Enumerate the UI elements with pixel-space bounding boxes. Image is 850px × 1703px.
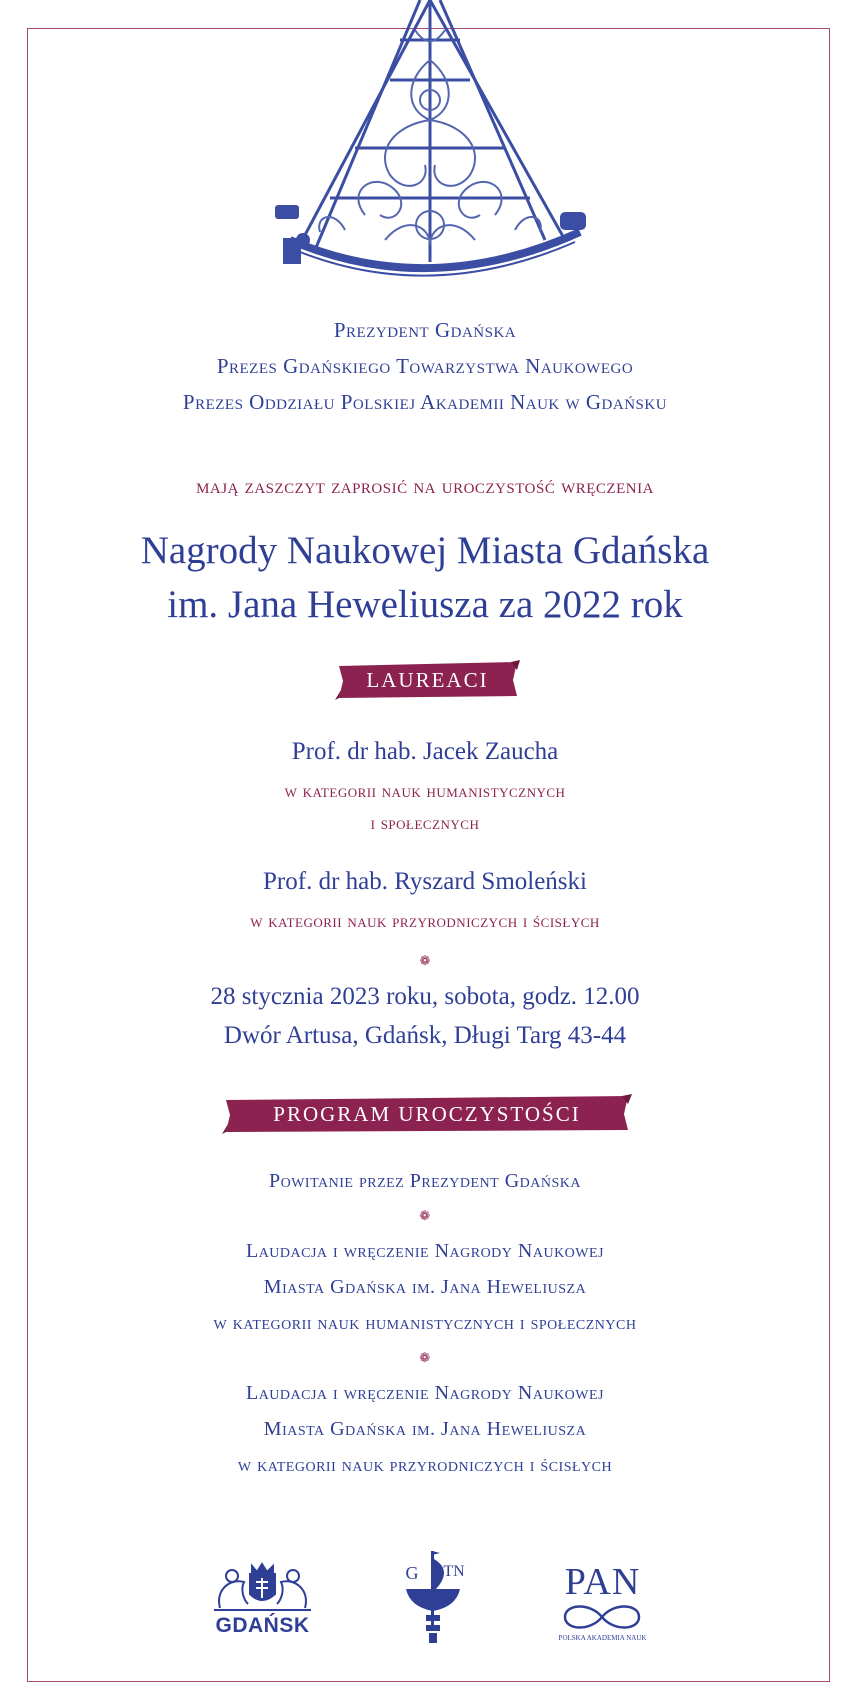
program-item: Miasta Gdańska im. Jana Heweliusza xyxy=(263,1276,587,1298)
host-line: Prezydent Gdańska xyxy=(333,318,517,342)
gdansk-logo-text: GDAŃSK xyxy=(215,1614,310,1637)
event-date: 28 stycznia 2023 roku, sobota, godz. 12.00 xyxy=(210,983,640,1010)
program-item: Miasta Gdańska im. Jana Heweliusza xyxy=(263,1418,587,1440)
award-title-line: im. Jana Heweliusza za 2022 rok xyxy=(167,583,683,626)
program-item: Powitanie przez Prezydent Gdańska xyxy=(268,1170,582,1192)
program-ribbon xyxy=(222,1094,632,1134)
laureate-name: Prof. dr hab. Jacek Zaucha xyxy=(291,738,559,765)
event-place: Dwór Artusa, Gdańsk, Długi Targ 43-44 xyxy=(223,1022,627,1049)
gdansk-logo xyxy=(210,1560,315,1635)
event-info xyxy=(0,977,850,1055)
laureate-name: Prof. dr hab. Ryszard Smoleński xyxy=(263,868,587,895)
gtn-letters-tn: TN xyxy=(443,1563,465,1580)
pan-infinity-icon xyxy=(555,1602,650,1632)
program-item: Laudacja i wręczenie Nagrody Naukowej xyxy=(245,1240,605,1262)
flower-ornament-icon: ❁ xyxy=(419,953,431,968)
flower-ornament-icon: ❁ xyxy=(419,1350,431,1365)
pan-logo-text: PAN xyxy=(564,1561,641,1603)
award-title-line: Nagrody Naukowej Miasta Gdańska xyxy=(140,529,710,572)
program-item: w kategorii nauk humanistycznych i społecznych xyxy=(213,1312,637,1334)
pan-full-name: POLSKA AKADEMIA NAUK xyxy=(558,1634,647,1642)
program-label: PROGRAM UROCZYSTOŚCI xyxy=(273,1102,581,1126)
host-line: Prezes Oddziału Polskiej Akademii Nauk w Gdańsku xyxy=(182,390,668,414)
program-item: w kategorii nauk przyrodniczych i ścisłych xyxy=(237,1454,613,1476)
flower-ornament-icon: ❁ xyxy=(419,1208,431,1223)
gtn-letter-g: G xyxy=(405,1563,419,1583)
laureate-category xyxy=(0,776,850,840)
hosts-block xyxy=(0,312,850,420)
laureate-category xyxy=(0,906,850,938)
invitation-text: mają zaszczyt zaprosić na uroczystość wręczenia xyxy=(196,474,654,498)
program-list xyxy=(0,1163,850,1483)
gtn-ship-icon xyxy=(398,1545,468,1645)
ornament-divider xyxy=(0,944,850,978)
gtn-logo xyxy=(398,1545,468,1645)
program-item: Laudacja i wręczenie Nagrody Naukowej xyxy=(245,1382,605,1404)
laureate-category-line: w kategorii nauk humanistycznych xyxy=(284,781,566,802)
laureates-ribbon xyxy=(335,660,520,700)
sextant-illustration xyxy=(255,0,600,300)
gdansk-coat-of-arms-icon xyxy=(210,1560,315,1612)
laureate-category-line: i społecznych xyxy=(370,813,480,834)
pan-logo xyxy=(555,1560,650,1650)
laureate-category-line: w kategorii nauk przyrodniczych i ścisłych xyxy=(250,911,600,932)
host-line: Prezes Gdańskiego Towarzystwa Naukowego xyxy=(216,354,634,378)
award-title xyxy=(0,524,850,632)
laureates-label: LAUREACI xyxy=(366,668,489,692)
